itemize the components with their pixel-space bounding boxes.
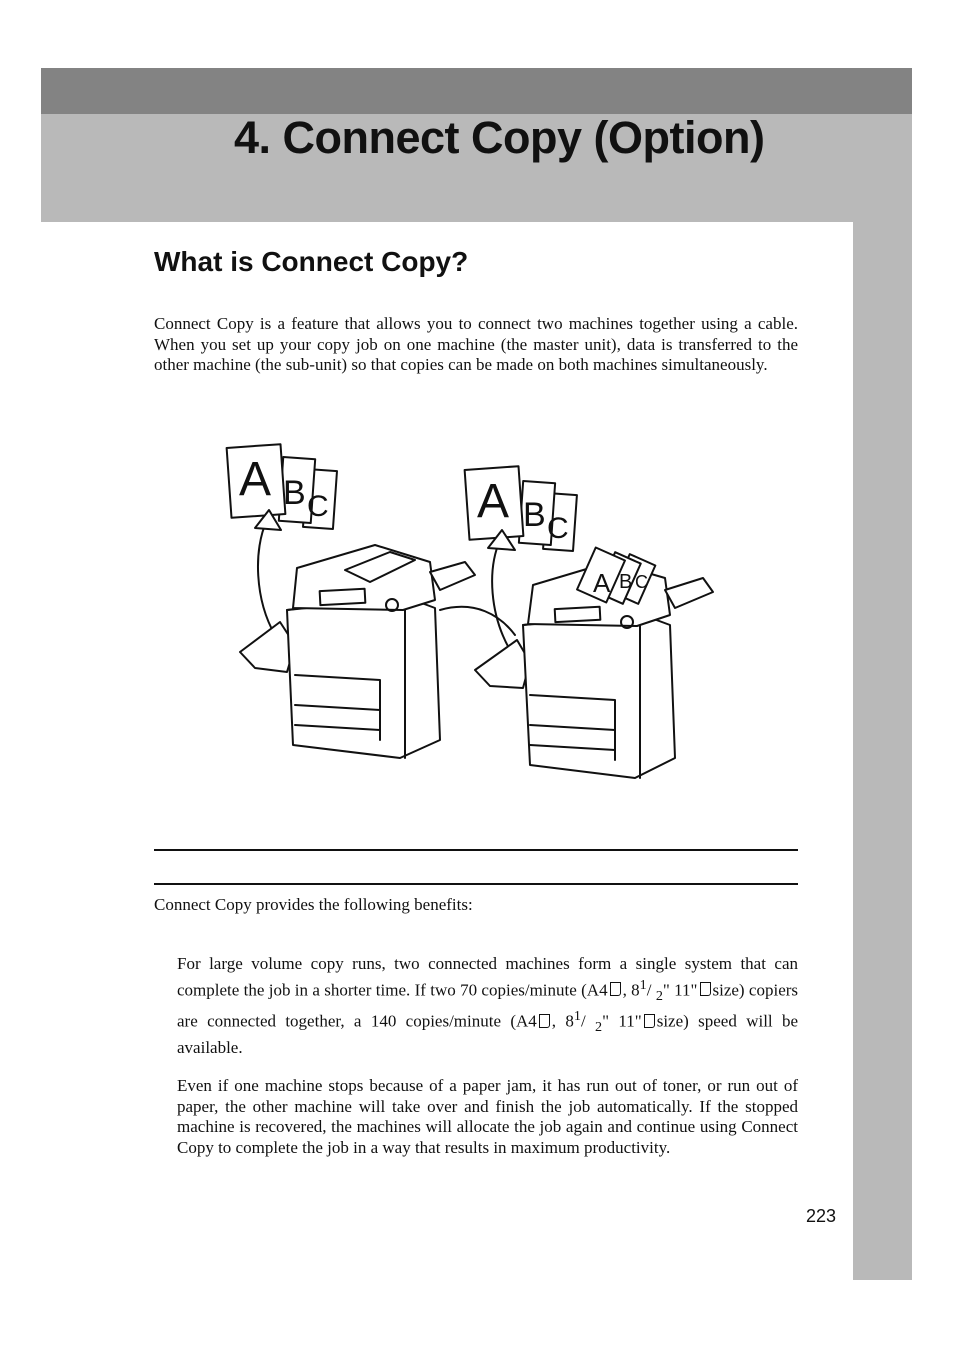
speed-part-c: , 8 [551, 1012, 574, 1032]
header-band-dark [41, 68, 912, 114]
feeder-letter-b: B [619, 571, 633, 593]
fraction-numerator-2: 1 [573, 1008, 581, 1025]
connect-copy-illustration [225, 440, 720, 785]
paper-portrait-icon [539, 1014, 550, 1028]
heading-rule-top [154, 849, 798, 851]
fraction-denominator-2: 2 [595, 1019, 603, 1036]
sheet-letter-a: A [239, 453, 272, 506]
side-thumb-bar [853, 222, 912, 1280]
speed-mid: " 11" [662, 980, 698, 1000]
section-title: What is Connect Copy? [154, 246, 469, 277]
sheet-letter-c: C [307, 490, 329, 523]
feeder-letter-c: C [635, 572, 648, 592]
sheet-letter-b-right: B [523, 496, 546, 534]
paper-portrait-icon [644, 1014, 655, 1028]
speed-line1: For large volume copy runs, two connected machines form a single system that can complete the job in a shorter time. If two 70 copies/minute (A4 [177, 954, 798, 1000]
page-number: 223 [806, 1206, 837, 1226]
feeder-letter-a: A [593, 568, 611, 598]
benefits-lead: Connect Copy provides the following benefits: [154, 895, 473, 914]
chapter-title: 4. Connect Copy (Option) [234, 112, 765, 163]
speed-part-b: size) copiers are connected together, a 140 copies/minute (A4 [177, 980, 799, 1032]
sheet-letter-b: B [283, 474, 306, 512]
heading-rule-bottom [154, 883, 798, 885]
speed-part-a: , 8 [622, 980, 640, 1000]
fraction-numerator: 1 [639, 976, 647, 993]
paper-portrait-icon [700, 982, 711, 996]
sheet-letter-a-right: A [477, 475, 510, 528]
benefit-speed-paragraph [177, 954, 798, 1059]
benefit-recovery-paragraph: Even if one machine stops because of a paper jam, it has run out of toner, or run out of paper, the other machine will take over and finish the job automatically. If the stopped machine is recovered, the machines will allocate the job again and continue using Connect Copy to complete the job in a way that results in maximum productivity. [177, 1076, 798, 1158]
fraction-slash-2: / [580, 1012, 586, 1032]
intro-paragraph: Connect Copy is a feature that allows you to connect two machines together using a cable. When you set up your copy job on one machine (the master unit), data is transferred to the other machine (the sub-unit) so that copies can be made on both machines simultaneously. [154, 314, 798, 375]
sheet-letter-c-right: C [547, 512, 569, 545]
speed-mid-2: " 11" [602, 1012, 642, 1032]
fraction-denominator: 2 [655, 987, 663, 1004]
speed-end: size) speed will be available. [177, 1012, 799, 1058]
paper-portrait-icon [610, 982, 621, 996]
fraction-slash: / [646, 980, 652, 1000]
